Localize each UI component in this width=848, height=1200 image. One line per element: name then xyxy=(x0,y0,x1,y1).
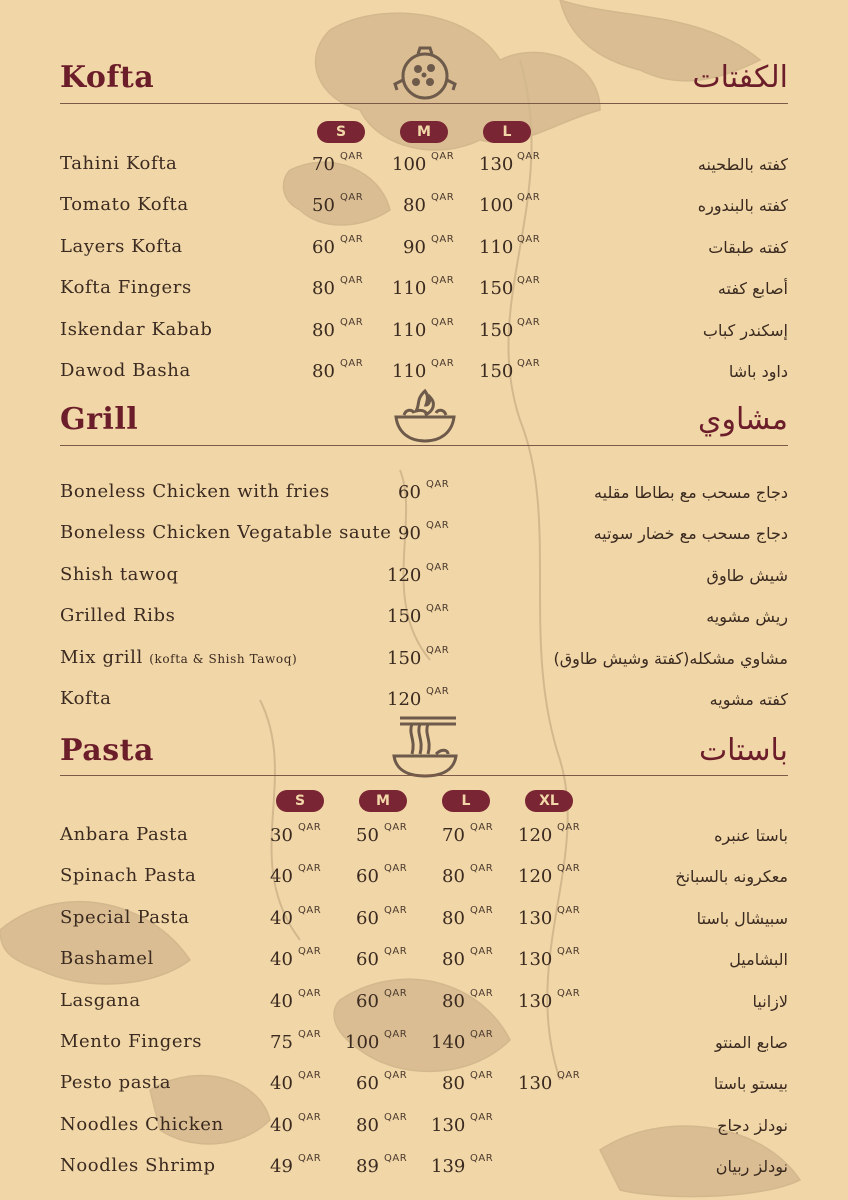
grill-item-currency: QAR xyxy=(426,644,450,656)
pasta-item-name: Noodles Chicken xyxy=(60,1113,224,1135)
pasta-item-name-arabic: بيستو باستا xyxy=(713,1074,788,1094)
kofta-item-price: 100 xyxy=(392,154,427,175)
kofta-item-currency: QAR xyxy=(340,151,364,162)
pasta-item-price: 40 xyxy=(270,866,293,888)
pasta-item-currency: QAR xyxy=(557,863,581,875)
kofta-item-name-arabic: كفته بالطحينه xyxy=(697,155,788,174)
pasta-item-currency: QAR xyxy=(298,987,322,999)
grill-item-name-arabic: شيش طاوق xyxy=(706,565,788,585)
pasta-size-s: S xyxy=(276,790,324,812)
kofta-item-name-arabic: أصابع كفته xyxy=(717,279,788,299)
grill-title-arabic: مشاوي xyxy=(698,402,788,437)
pasta-item-price: 130 xyxy=(518,949,553,971)
grill-item-name-arabic: دجاج مسحب مع بطاطا مقليه xyxy=(594,483,788,502)
kofta-title: Kofta xyxy=(60,60,155,95)
pasta-item-price: 40 xyxy=(270,1114,293,1136)
grill-item-name-arabic: دجاج مسحب مع خضار سوتيه xyxy=(593,524,788,544)
pasta-item-currency: QAR xyxy=(470,946,494,958)
kofta-pan-icon xyxy=(390,44,460,104)
kofta-item-currency: QAR xyxy=(517,233,541,245)
kofta-item-price: 110 xyxy=(479,236,514,258)
kofta-item-price: 150 xyxy=(479,278,514,300)
pasta-item-name-arabic: باستا عنبره xyxy=(714,826,788,845)
pasta-item-price: 140 xyxy=(431,1032,466,1053)
grill-item-name xyxy=(60,605,175,626)
kofta-item-currency: QAR xyxy=(431,316,455,328)
pasta-title-arabic: باستات xyxy=(698,733,788,768)
pasta-item-price: 40 xyxy=(270,907,293,929)
kofta-item-currency: QAR xyxy=(340,275,364,287)
pasta-divider xyxy=(60,775,788,776)
kofta-item-price: 130 xyxy=(479,154,514,175)
pasta-item-price: 40 xyxy=(270,990,293,1012)
pasta-item-currency: QAR xyxy=(557,1070,581,1082)
pasta-item-name: Noodles Shrimp xyxy=(60,1155,216,1177)
grill-item-label: Boneless Chicken with fries xyxy=(60,481,330,502)
pasta-item-price: 130 xyxy=(518,907,553,929)
kofta-item-currency: QAR xyxy=(431,358,455,369)
pasta-item-name-arabic: صابع المنتو xyxy=(714,1033,788,1052)
kofta-item-price: 50 xyxy=(312,195,335,217)
grill-item-note: (kofta & Shish Tawoq) xyxy=(149,651,298,666)
grill-item-name xyxy=(60,522,392,543)
pasta-item-currency: QAR xyxy=(470,1111,494,1123)
grill-divider xyxy=(60,445,788,446)
kofta-item-price: 90 xyxy=(403,236,426,258)
kofta-item-name: Tahini Kofta xyxy=(60,153,178,174)
pasta-item-name: Pesto pasta xyxy=(60,1072,172,1094)
pasta-item-name: Special Pasta xyxy=(60,906,190,928)
grill-item-currency: QAR xyxy=(426,561,450,573)
pasta-item-price: 49 xyxy=(270,1156,293,1178)
kofta-item-name: Tomato Kofta xyxy=(60,194,189,216)
pasta-item-name-arabic: معكرونه بالسبانخ xyxy=(675,867,788,887)
pasta-item-name: Lasgana xyxy=(60,989,141,1011)
kofta-item-currency: QAR xyxy=(340,316,364,328)
kofta-item-name: Layers Kofta xyxy=(60,235,183,257)
kofta-item-price: 150 xyxy=(479,319,514,341)
grill-item-price: 150 xyxy=(387,647,422,669)
pasta-item-price: 60 xyxy=(356,866,379,888)
grill-item-name-arabic: كفته مشويه xyxy=(709,690,788,709)
kofta-item-currency: QAR xyxy=(517,151,541,162)
kofta-title-arabic: الكفتات xyxy=(692,60,788,95)
pasta-item-price: 120 xyxy=(518,825,553,846)
kofta-item-price: 80 xyxy=(403,195,426,217)
kofta-item-currency: QAR xyxy=(517,192,541,204)
grill-item-label: Boneless Chicken Vegatable saute xyxy=(60,522,392,544)
kofta-item-price: 80 xyxy=(312,361,335,382)
pasta-item-currency: QAR xyxy=(384,904,408,916)
pasta-item-name-arabic: سبيشال باستا xyxy=(696,908,788,928)
kofta-item-price: 110 xyxy=(392,319,427,341)
grill-item-currency: QAR xyxy=(426,479,450,490)
grill-title: Grill xyxy=(60,402,139,437)
noodle-bowl-icon xyxy=(390,714,460,778)
pasta-item-currency: QAR xyxy=(557,904,581,916)
kofta-item-currency: QAR xyxy=(517,358,541,369)
pasta-item-price: 75 xyxy=(270,1032,293,1053)
pasta-item-price: 60 xyxy=(356,1073,379,1095)
kofta-item-name-arabic: إسكندر كباب xyxy=(702,320,788,340)
kofta-item-price: 110 xyxy=(392,278,427,300)
pasta-item-price: 70 xyxy=(442,825,465,846)
kofta-item-price: 80 xyxy=(312,319,335,341)
pasta-item-currency: QAR xyxy=(384,1029,408,1040)
grill-item-currency: QAR xyxy=(426,686,450,697)
pasta-size-xl: XL xyxy=(525,790,573,812)
pasta-item-currency: QAR xyxy=(298,1111,322,1123)
pasta-item-name: Spinach Pasta xyxy=(60,865,197,887)
kofta-item-currency: QAR xyxy=(517,275,541,287)
pasta-item-price: 50 xyxy=(356,825,379,846)
grill-item-price: 150 xyxy=(387,606,422,628)
grill-item-label: Grilled Ribs xyxy=(60,605,176,627)
pasta-item-price: 120 xyxy=(518,866,553,888)
pasta-item-currency: QAR xyxy=(557,946,581,958)
kofta-item-price: 150 xyxy=(479,361,514,382)
pasta-item-price: 40 xyxy=(270,1073,293,1095)
grill-item-name xyxy=(60,481,330,502)
kofta-item-name-arabic: كفته بالبندوره xyxy=(697,196,788,216)
kofta-item-name-arabic: كفته طبقات xyxy=(708,237,788,257)
pasta-item-currency: QAR xyxy=(384,1070,408,1082)
kofta-item-name: Dawod Basha xyxy=(60,360,191,381)
grill-item-price: 120 xyxy=(387,689,422,710)
kofta-item-name: Kofta Fingers xyxy=(60,277,192,299)
pasta-item-currency: QAR xyxy=(470,904,494,916)
grill-item-label: Kofta xyxy=(60,688,112,709)
pasta-item-currency: QAR xyxy=(384,1111,408,1123)
grill-item-label: Mix grill xyxy=(60,646,143,668)
pasta-item-price: 30 xyxy=(270,825,293,846)
kofta-item-currency: QAR xyxy=(431,151,455,162)
pasta-item-name: Anbara Pasta xyxy=(60,824,189,845)
pasta-item-price: 60 xyxy=(356,990,379,1012)
pasta-item-currency: QAR xyxy=(470,863,494,875)
grill-item-price: 120 xyxy=(387,564,422,586)
pasta-item-currency: QAR xyxy=(384,946,408,958)
grill-item-price: 90 xyxy=(398,523,421,545)
pasta-item-currency: QAR xyxy=(298,904,322,916)
pasta-item-price: 80 xyxy=(442,949,465,971)
pasta-item-name-arabic: لازانيا xyxy=(752,991,788,1011)
kofta-size-s: S xyxy=(317,121,365,143)
kofta-item-name: Iskendar Kabab xyxy=(60,318,213,340)
kofta-item-price: 70 xyxy=(312,154,335,175)
kofta-item-currency: QAR xyxy=(517,316,541,328)
pasta-item-currency: QAR xyxy=(470,987,494,999)
pasta-item-currency: QAR xyxy=(384,863,408,875)
pasta-item-currency: QAR xyxy=(298,1029,322,1040)
pasta-item-price: 130 xyxy=(518,990,553,1012)
grill-item-price: 60 xyxy=(398,482,421,503)
pasta-item-price: 80 xyxy=(442,1073,465,1095)
kofta-size-l: L xyxy=(483,121,531,143)
pasta-item-name-arabic: نودلز دجاج xyxy=(717,1115,788,1135)
grill-item-name xyxy=(60,688,111,709)
kofta-divider xyxy=(60,103,788,104)
pasta-item-price: 100 xyxy=(345,1032,380,1053)
pasta-item-price: 60 xyxy=(356,907,379,929)
pasta-item-price: 60 xyxy=(356,949,379,971)
pasta-item-currency: QAR xyxy=(470,1070,494,1082)
pasta-item-currency: QAR xyxy=(470,1153,494,1165)
grill-item-name-arabic: ريش مشويه xyxy=(706,607,788,627)
grill-item-currency: QAR xyxy=(426,520,450,532)
pasta-item-currency: QAR xyxy=(298,863,322,875)
kofta-item-currency: QAR xyxy=(340,192,364,204)
pasta-item-name-arabic: نودلز ربيان xyxy=(715,1157,788,1177)
kofta-item-price: 100 xyxy=(479,195,514,217)
pasta-item-price: 80 xyxy=(442,907,465,929)
pasta-item-price: 80 xyxy=(442,866,465,888)
kofta-item-currency: QAR xyxy=(431,233,455,245)
pasta-size-l: L xyxy=(442,790,490,812)
pasta-item-currency: QAR xyxy=(557,987,581,999)
grill-item-label: Shish tawoq xyxy=(60,563,179,585)
pasta-item-price: 139 xyxy=(431,1156,466,1178)
pasta-item-currency: QAR xyxy=(298,1153,322,1165)
kofta-item-currency: QAR xyxy=(340,358,364,369)
grill-item-name xyxy=(60,647,297,668)
grill-item-name-arabic: مشاوي مشكله(كفتة وشيش طاوق) xyxy=(553,648,788,668)
pasta-item-name: Mento Fingers xyxy=(60,1031,203,1052)
pasta-item-currency: QAR xyxy=(557,822,581,833)
kofta-size-m: M xyxy=(400,121,448,143)
pasta-item-currency: QAR xyxy=(384,1153,408,1165)
pasta-item-price: 130 xyxy=(518,1073,553,1095)
kofta-item-price: 60 xyxy=(312,236,335,258)
pasta-item-price: 40 xyxy=(270,949,293,971)
kofta-item-price: 80 xyxy=(312,278,335,300)
pasta-size-m: M xyxy=(359,790,407,812)
grill-bowl-icon xyxy=(390,385,460,445)
pasta-title: Pasta xyxy=(60,733,154,768)
pasta-item-currency: QAR xyxy=(384,822,408,833)
pasta-item-currency: QAR xyxy=(384,987,408,999)
pasta-item-price: 89 xyxy=(356,1156,379,1178)
pasta-item-name-arabic: البشاميل xyxy=(729,950,788,970)
kofta-item-currency: QAR xyxy=(431,275,455,287)
pasta-item-currency: QAR xyxy=(298,946,322,958)
pasta-item-currency: QAR xyxy=(298,1070,322,1082)
grill-item-name xyxy=(60,564,179,585)
pasta-item-price: 130 xyxy=(431,1114,466,1136)
pasta-item-currency: QAR xyxy=(298,822,322,833)
pasta-item-currency: QAR xyxy=(470,822,494,833)
kofta-item-price: 110 xyxy=(392,361,427,382)
kofta-item-currency: QAR xyxy=(431,192,455,204)
pasta-item-name: Bashamel xyxy=(60,948,154,970)
pasta-item-price: 80 xyxy=(356,1114,379,1136)
pasta-item-currency: QAR xyxy=(470,1029,494,1040)
pasta-item-price: 80 xyxy=(442,990,465,1012)
kofta-item-currency: QAR xyxy=(340,233,364,245)
kofta-item-name-arabic: داود باشا xyxy=(728,362,788,381)
grill-item-currency: QAR xyxy=(426,603,450,615)
